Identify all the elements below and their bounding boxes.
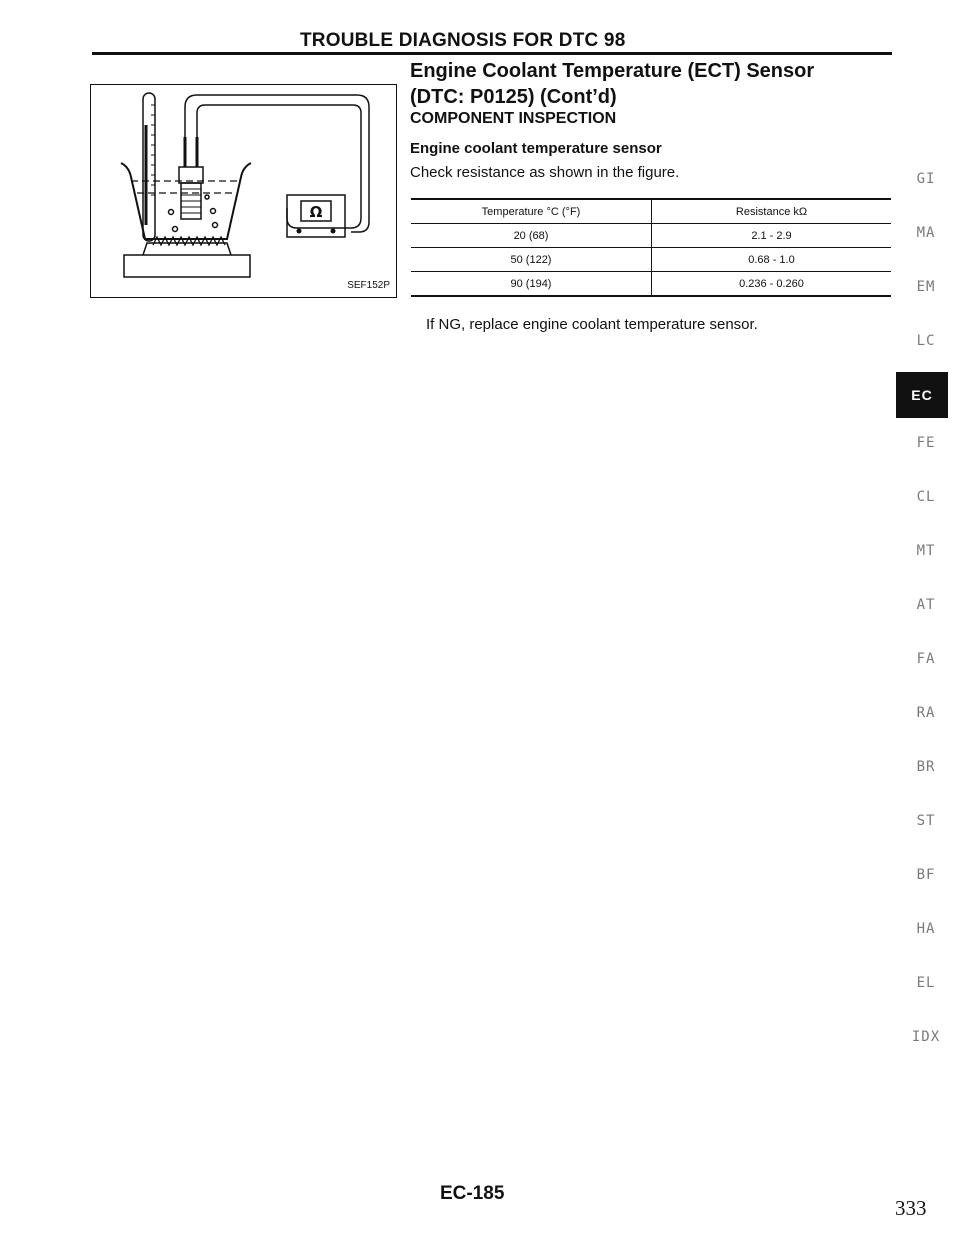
instruction-text: Check resistance as shown in the figure. bbox=[410, 164, 680, 181]
tab-idx[interactable]: IDX bbox=[911, 1029, 941, 1045]
temperature-column-header: Temperature °C (°F) bbox=[411, 199, 652, 224]
resistance-cell: 0.236 - 0.260 bbox=[739, 277, 804, 290]
table-row bbox=[411, 248, 891, 272]
tab-mt[interactable]: MT bbox=[916, 543, 936, 559]
tab-at[interactable]: AT bbox=[916, 597, 936, 613]
resistance-spec-table bbox=[411, 198, 891, 297]
temperature-cell: 50 (122) bbox=[411, 248, 652, 272]
table-row bbox=[411, 224, 891, 248]
ect-test-illustration bbox=[91, 85, 396, 297]
tab-br[interactable]: BR bbox=[916, 759, 936, 775]
tab-bf[interactable]: BF bbox=[916, 867, 936, 883]
tab-st[interactable]: ST bbox=[916, 813, 936, 829]
resistance-cell: 2.1 - 2.9 bbox=[751, 229, 792, 242]
page-number: 333 bbox=[895, 1196, 927, 1220]
temperature-cell: 20 (68) bbox=[411, 224, 652, 248]
tab-ha[interactable]: HA bbox=[916, 921, 936, 937]
sensor-heading: Engine coolant temperature sensor bbox=[410, 140, 662, 157]
tab-ma[interactable]: MA bbox=[916, 225, 936, 241]
resistance-cell: 0.68 - 1.0 bbox=[748, 253, 795, 266]
ng-note: If NG, replace engine coolant temperature sensor. bbox=[426, 316, 758, 333]
ect-sensor-test-figure bbox=[90, 84, 397, 298]
figure-code: SEF152P bbox=[347, 280, 390, 291]
section-title-line2: (DTC: P0125) (Cont’d) bbox=[410, 86, 617, 108]
ohmmeter-symbol: Ω bbox=[309, 203, 323, 221]
section-title-line1: Engine Coolant Temperature (ECT) Sensor bbox=[410, 60, 815, 82]
header-rule bbox=[92, 52, 892, 55]
tab-fe[interactable]: FE bbox=[916, 435, 936, 451]
tab-ra[interactable]: RA bbox=[916, 705, 936, 721]
tab-lc[interactable]: LC bbox=[916, 333, 936, 349]
temperature-cell: 90 (194) bbox=[411, 272, 652, 297]
tab-el[interactable]: EL bbox=[916, 975, 936, 991]
tab-gi[interactable]: GI bbox=[916, 171, 936, 187]
tab-cl[interactable]: CL bbox=[916, 489, 936, 505]
table-row bbox=[411, 272, 891, 297]
resistance-column-header: Resistance kΩ bbox=[735, 205, 808, 218]
page-header-title: TROUBLE DIAGNOSIS FOR DTC 98 bbox=[300, 30, 626, 51]
component-inspection-heading: COMPONENT INSPECTION bbox=[410, 110, 617, 127]
section-title bbox=[410, 58, 814, 110]
page-code: EC-185 bbox=[440, 1183, 505, 1204]
tab-ec-active[interactable]: EC bbox=[896, 372, 948, 418]
tab-fa[interactable]: FA bbox=[916, 651, 936, 667]
tab-em[interactable]: EM bbox=[916, 279, 936, 295]
table-header-row bbox=[411, 199, 891, 224]
